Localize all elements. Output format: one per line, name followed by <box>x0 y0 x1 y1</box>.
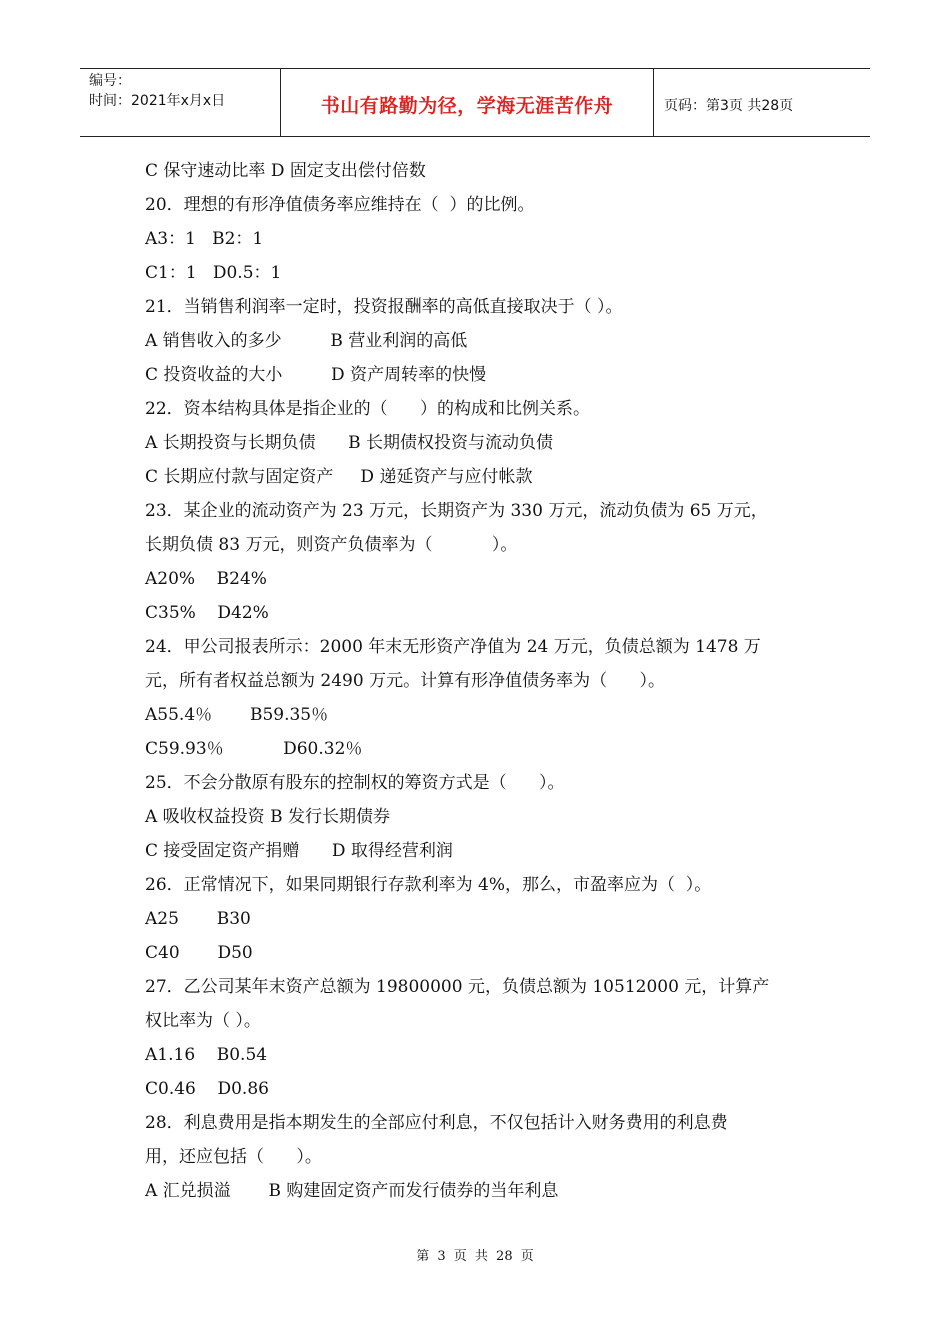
options-line: A 吸收权益投资 B 发行长期债券 <box>145 807 390 827</box>
options-line: C59.93％ D60.32％ <box>145 739 363 759</box>
options-line: A25 B30 <box>145 909 251 929</box>
options-line: C35% D42% <box>145 603 269 623</box>
options-line: C 长期应付款与固定资产 D 递延资产与应付帐款 <box>145 467 533 487</box>
options-line: A 汇兑损溢 B 购建固定资产而发行债券的当年利息 <box>145 1181 559 1201</box>
header-meta <box>80 69 281 136</box>
header-page-cell <box>654 69 870 136</box>
text-line: C 保守速动比率 D 固定支出偿付倍数 <box>145 161 426 181</box>
options-line: A 销售收入的多少 B 营业利润的高低 <box>145 331 468 351</box>
question-28-cont: 用，还应包括（ ）。 <box>145 1147 322 1167</box>
options-line: C 投资收益的大小 D 资产周转率的快慢 <box>145 365 487 385</box>
number-label: 编号： <box>89 73 131 89</box>
time-label: 时间：2021年x月x日 <box>89 93 226 109</box>
question-21: 21．当销售利润率一定时，投资报酬率的高低直接取决于（ ）。 <box>145 297 623 317</box>
options-line: C40 D50 <box>145 943 253 963</box>
page-footer: 第 3 页 共 28 页 <box>416 1249 534 1264</box>
page-code: 页码：第3页 共28页 <box>664 97 794 114</box>
options-line: A1.16 B0.54 <box>145 1045 268 1065</box>
options-line: A3：1 B2：1 <box>145 229 264 249</box>
options-line: C1：1 D0.5：1 <box>145 263 282 283</box>
question-26: 26．正常情况下，如果同期银行存款利率为 4%，那么，市盈率应为（ ）。 <box>145 875 712 895</box>
question-25: 25．不会分散原有股东的控制权的筹资方式是（ ）。 <box>145 773 565 793</box>
motto-text: 书山有路勤为径，学海无涯苦作舟 <box>320 95 614 117</box>
question-24-cont: 元，所有者权益总额为 2490 万元。计算有形净值债务率为（ ）。 <box>145 671 665 691</box>
question-24: 24．甲公司报表所示：2000 年末无形资产净值为 24 万元，负债总额为 1478 万 <box>145 637 761 657</box>
question-23: 23．某企业的流动资产为 23 万元，长期资产为 330 万元，流动负债为 65 万元， <box>145 501 768 521</box>
page-header <box>80 68 870 137</box>
options-line: C0.46 D0.86 <box>145 1079 269 1099</box>
options-line: C 接受固定资产捐赠 D 取得经营利润 <box>145 841 453 861</box>
question-28: 28．利息费用是指本期发生的全部应付利息，不仅包括计入财务费用的利息费 <box>145 1113 728 1133</box>
options-line: A55.4％ B59.35％ <box>145 705 329 725</box>
header-motto-cell <box>281 69 654 136</box>
question-27-cont: 权比率为（ ）。 <box>145 1011 261 1031</box>
question-23-cont: 长期负债 83 万元，则资产负债率为（ ）。 <box>145 535 518 555</box>
options-line: A20% B24% <box>145 569 267 589</box>
options-line: A 长期投资与长期负债 B 长期债权投资与流动负债 <box>145 433 553 453</box>
question-27: 27．乙公司某年末资产总额为 19800000 元，负债总额为 10512000 元，计算产 <box>145 977 770 997</box>
document-body <box>145 154 810 1208</box>
question-20: 20．理想的有形净值债务率应维持在（ ）的比例。 <box>145 195 535 215</box>
question-22: 22．资本结构具体是指企业的（ ）的构成和比例关系。 <box>145 399 591 419</box>
